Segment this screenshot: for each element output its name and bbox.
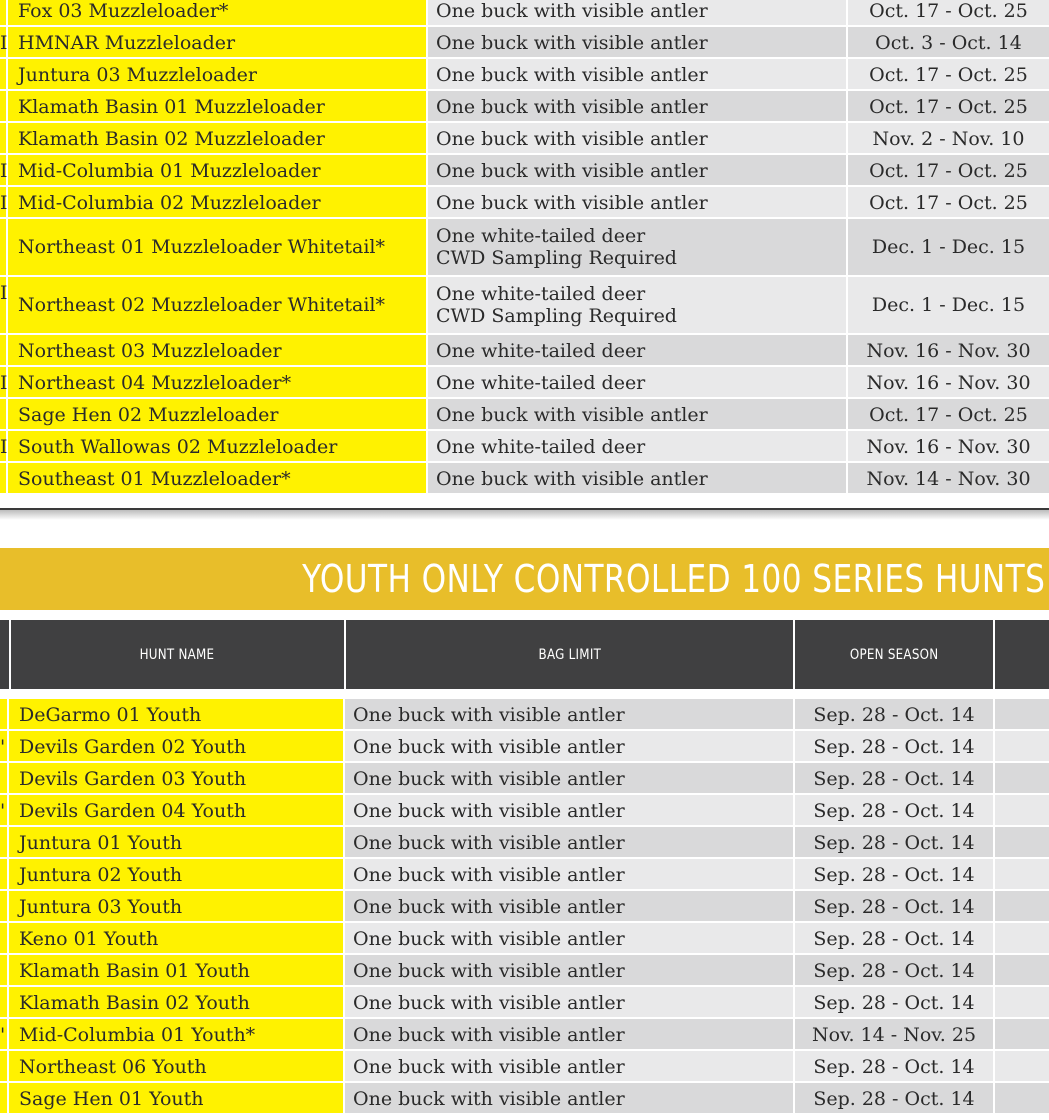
trailing-cell: [995, 1019, 1049, 1049]
trailing-cell: [995, 955, 1049, 985]
open-season-cell: Sep. 28 - Oct. 14: [795, 763, 993, 793]
bag-limit-line: One white-tailed deer: [436, 340, 646, 362]
bag-limit-cell: [428, 277, 846, 333]
row-lead-mark: [0, 891, 7, 921]
bag-limit-cell: One buck with visible antler: [345, 699, 793, 729]
open-season-cell: Sep. 28 - Oct. 14: [795, 827, 993, 857]
bag-limit-cell: [428, 0, 846, 25]
trailing-cell: [995, 763, 1049, 793]
bag-limit-cell: One buck with visible antler: [345, 1019, 793, 1049]
column-header-open-season: OPEN SEASON: [795, 620, 993, 689]
bag-limit-cell: [428, 367, 846, 397]
hunt-name-cell: Klamath Basin 02 Muzzleloader: [8, 123, 426, 153]
trailing-cell: [995, 923, 1049, 953]
hunt-name-cell: Sage Hen 02 Muzzleloader: [8, 399, 426, 429]
bag-limit-cell: [428, 123, 846, 153]
open-season-cell: Oct. 17 - Oct. 25: [848, 399, 1049, 429]
row-lead-mark: [0, 219, 6, 275]
hunt-name-cell: Mid-Columbia 02 Muzzleloader: [8, 187, 426, 217]
bag-limit-cell: One buck with visible antler: [345, 891, 793, 921]
open-season-cell: Nov. 2 - Nov. 10: [848, 123, 1049, 153]
bag-limit-cell: One buck with visible antler: [345, 827, 793, 857]
row-lead-mark: [0, 923, 7, 953]
open-season-cell: Nov. 16 - Nov. 30: [848, 367, 1049, 397]
hunt-name-cell: Juntura 03 Youth: [9, 891, 343, 921]
hunt-name-cell: Sage Hen 01 Youth: [9, 1083, 343, 1113]
open-season-cell: Sep. 28 - Oct. 14: [795, 955, 993, 985]
hunt-name-cell: Northeast 04 Muzzleloader*: [8, 367, 426, 397]
bag-limit-cell: [428, 59, 846, 89]
bag-limit-line: CWD Sampling Required: [436, 247, 677, 269]
bag-limit-line: One buck with visible antler: [436, 160, 708, 182]
open-season-cell: Oct. 17 - Oct. 25: [848, 91, 1049, 121]
row-lead-mark: [0, 335, 6, 365]
bag-limit-line: One buck with visible antler: [436, 404, 708, 426]
open-season-cell: Sep. 28 - Oct. 14: [795, 699, 993, 729]
open-season-cell: Sep. 28 - Oct. 14: [795, 987, 993, 1017]
youth-section-banner: [0, 548, 1049, 610]
hunt-name-cell: Northeast 06 Youth: [9, 1051, 343, 1081]
row-lead-mark: I: [0, 27, 6, 57]
row-lead-mark: [0, 91, 6, 121]
hunt-name-cell: Devils Garden 04 Youth: [9, 795, 343, 825]
hunt-name-cell: Klamath Basin 01 Muzzleloader: [8, 91, 426, 121]
trailing-cell: [995, 827, 1049, 857]
bag-limit-cell: [428, 431, 846, 461]
bag-limit-line: One buck with visible antler: [436, 468, 708, 490]
row-lead-mark: [0, 399, 6, 429]
row-lead-mark: [0, 955, 7, 985]
row-lead-mark: ': [0, 1019, 7, 1049]
bag-limit-line: One white-tailed deer: [436, 372, 646, 394]
hunt-name-cell: Klamath Basin 02 Youth: [9, 987, 343, 1017]
bag-limit-cell: One buck with visible antler: [345, 955, 793, 985]
bag-limit-line: One buck with visible antler: [436, 192, 708, 214]
bag-limit-cell: [428, 187, 846, 217]
row-lead-mark: I: [0, 155, 6, 185]
row-lead-mark: [0, 0, 6, 25]
hunt-name-cell: Juntura 01 Youth: [9, 827, 343, 857]
hunt-name-cell: Juntura 02 Youth: [9, 859, 343, 889]
row-lead-mark: [0, 1051, 7, 1081]
bag-limit-line: One buck with visible antler: [436, 64, 708, 86]
hunt-name-cell: Northeast 03 Muzzleloader: [8, 335, 426, 365]
bag-limit-cell: [428, 155, 846, 185]
bag-limit-line: One white-tailed deer: [436, 283, 646, 305]
bag-limit-cell: [428, 219, 846, 275]
open-season-cell: Dec. 1 - Dec. 15: [848, 277, 1049, 333]
hunt-name-cell: Northeast 02 Muzzleloader Whitetail*: [8, 277, 426, 333]
open-season-cell: Sep. 28 - Oct. 14: [795, 859, 993, 889]
row-lead-mark: I: [0, 187, 6, 217]
bag-limit-line: One white-tailed deer: [436, 225, 646, 247]
bag-limit-cell: [428, 399, 846, 429]
open-season-cell: Nov. 14 - Nov. 30: [848, 463, 1049, 493]
trailing-cell: [995, 1051, 1049, 1081]
row-lead-mark: [0, 763, 7, 793]
trailing-cell: [995, 859, 1049, 889]
open-season-cell: Nov. 14 - Nov. 25: [795, 1019, 993, 1049]
open-season-cell: Oct. 17 - Oct. 25: [848, 187, 1049, 217]
trailing-cell: [995, 891, 1049, 921]
bag-limit-line: One buck with visible antler: [436, 128, 708, 150]
bag-limit-line: One white-tailed deer: [436, 436, 646, 458]
bag-limit-cell: [428, 463, 846, 493]
hunt-name-cell: Juntura 03 Muzzleloader: [8, 59, 426, 89]
open-season-cell: Oct. 3 - Oct. 14: [848, 27, 1049, 57]
bag-limit-cell: [428, 27, 846, 57]
bag-limit-line: One buck with visible antler: [436, 32, 708, 54]
open-season-cell: Sep. 28 - Oct. 14: [795, 891, 993, 921]
hunt-name-cell: HMNAR Muzzleloader: [8, 27, 426, 57]
bag-limit-line: One buck with visible antler: [436, 0, 708, 22]
row-lead-mark: ': [0, 795, 7, 825]
bag-limit-line: One buck with visible antler: [436, 96, 708, 118]
row-lead-mark: [0, 59, 6, 89]
bag-limit-cell: [428, 91, 846, 121]
row-lead-mark: [0, 699, 7, 729]
hunt-name-cell: Devils Garden 03 Youth: [9, 763, 343, 793]
header-divider: [9, 620, 11, 689]
row-lead-mark: I: [0, 367, 6, 397]
hunt-name-cell: South Wallowas 02 Muzzleloader: [8, 431, 426, 461]
open-season-cell: Sep. 28 - Oct. 14: [795, 731, 993, 761]
table-shadow: [0, 510, 1049, 520]
open-season-cell: Oct. 17 - Oct. 25: [848, 155, 1049, 185]
row-lead-mark: [0, 123, 6, 153]
hunt-name-cell: Northeast 01 Muzzleloader Whitetail*: [8, 219, 426, 275]
row-lead-mark: [0, 987, 7, 1017]
open-season-cell: Sep. 28 - Oct. 14: [795, 795, 993, 825]
row-lead-mark: ': [0, 731, 7, 761]
open-season-cell: Oct. 17 - Oct. 25: [848, 0, 1049, 25]
hunt-name-cell: Southeast 01 Muzzleloader*: [8, 463, 426, 493]
hunt-name-cell: Klamath Basin 01 Youth: [9, 955, 343, 985]
trailing-cell: [995, 795, 1049, 825]
bag-limit-cell: One buck with visible antler: [345, 987, 793, 1017]
row-lead-mark: [0, 463, 6, 493]
hunt-name-cell: Devils Garden 02 Youth: [9, 731, 343, 761]
bag-limit-cell: One buck with visible antler: [345, 731, 793, 761]
bag-limit-cell: One buck with visible antler: [345, 1051, 793, 1081]
youth-section-title: YOUTH ONLY CONTROLLED 100 SERIES HUNTS: [301, 557, 1045, 601]
bag-limit-cell: One buck with visible antler: [345, 859, 793, 889]
bag-limit-cell: [428, 335, 846, 365]
open-season-cell: Dec. 1 - Dec. 15: [848, 219, 1049, 275]
header-divider: [993, 620, 995, 689]
trailing-cell: [995, 699, 1049, 729]
open-season-cell: Nov. 16 - Nov. 30: [848, 335, 1049, 365]
header-divider: [793, 620, 795, 689]
open-season-cell: Sep. 28 - Oct. 14: [795, 923, 993, 953]
open-season-cell: Oct. 17 - Oct. 25: [848, 59, 1049, 89]
trailing-cell: [995, 731, 1049, 761]
header-divider: [344, 620, 346, 689]
row-lead-mark: I: [0, 431, 6, 461]
open-season-cell: Sep. 28 - Oct. 14: [795, 1083, 993, 1113]
column-header-bag-limit: BAG LIMIT: [346, 620, 793, 689]
column-header-hunt-name: HUNT NAME: [10, 620, 344, 689]
open-season-cell: Sep. 28 - Oct. 14: [795, 1051, 993, 1081]
bag-limit-cell: One buck with visible antler: [345, 795, 793, 825]
row-lead-mark: I: [0, 277, 6, 333]
trailing-cell: [995, 987, 1049, 1017]
bag-limit-cell: One buck with visible antler: [345, 763, 793, 793]
hunt-name-cell: Mid-Columbia 01 Youth*: [9, 1019, 343, 1049]
bag-limit-cell: One buck with visible antler: [345, 1083, 793, 1113]
hunt-name-cell: Keno 01 Youth: [9, 923, 343, 953]
bag-limit-cell: One buck with visible antler: [345, 923, 793, 953]
hunt-name-cell: DeGarmo 01 Youth: [9, 699, 343, 729]
row-lead-mark: [0, 1083, 7, 1113]
row-lead-mark: [0, 827, 7, 857]
open-season-cell: Nov. 16 - Nov. 30: [848, 431, 1049, 461]
row-lead-mark: [0, 859, 7, 889]
hunt-name-cell: Fox 03 Muzzleloader*: [8, 0, 426, 25]
trailing-cell: [995, 1083, 1049, 1113]
hunt-name-cell: Mid-Columbia 01 Muzzleloader: [8, 155, 426, 185]
bag-limit-line: CWD Sampling Required: [436, 305, 677, 327]
